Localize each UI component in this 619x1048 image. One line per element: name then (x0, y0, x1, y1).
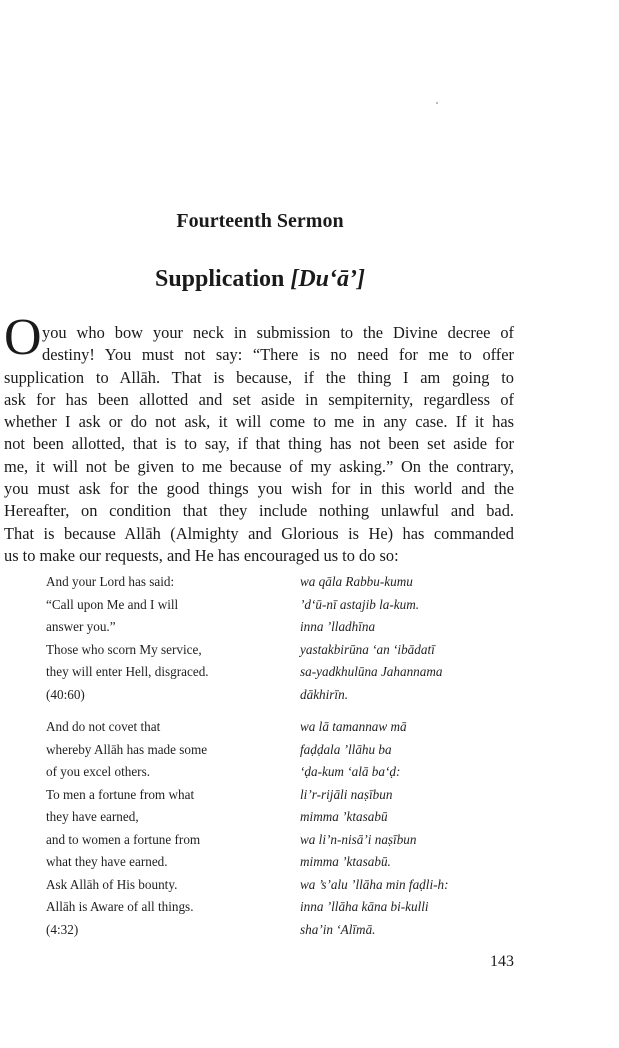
verse-line (46, 594, 526, 617)
verse-transliteration: wa ’s’alu ’llāha min faḍli-h: (300, 876, 449, 892)
scan-speck (436, 102, 438, 104)
paragraph-line: destiny! You must not say: “There is no need for me to offer (42, 345, 514, 365)
paragraph-line: ask for has been allotted and set aside in sempiternity, regardless of (4, 389, 514, 409)
verse-line (46, 829, 526, 852)
verse-line (46, 716, 526, 739)
paragraph-line: us to make our requests, and He has encouraged us to do so: (4, 545, 399, 565)
verse-english: (4:32) (46, 921, 79, 937)
verse-transliteration: dākhirīn. (300, 686, 348, 702)
verse-line (46, 684, 526, 707)
verse-english: And your Lord has said: (46, 574, 175, 590)
verse-transliteration: wa qāla Rabbu-kumu (300, 574, 413, 590)
verse-english: Ask Allāh of His bounty. (46, 876, 178, 892)
verse-english: To men a fortune from what (46, 786, 195, 802)
verse-transliteration: sha’in ‘Alīmā. (300, 921, 376, 937)
verse-line (46, 919, 526, 942)
verse-transliteration: ’d‘ū-nī astajib la-kum. (300, 596, 420, 612)
verse-english: of you excel others. (46, 764, 150, 780)
verse-transliteration: wa lā tamannaw mā (300, 719, 407, 735)
paragraph-line: supplication to Allāh. That is because, if the thing I am going to (4, 367, 514, 387)
paragraph-line: me, it will not be given to me because of my asking.” On the contrary, (4, 456, 514, 476)
verse-english: Allāh is Aware of all things. (46, 899, 194, 915)
verse-english: (40:60) (46, 686, 85, 702)
verse-transliteration: mimma ’ktasabū. (300, 854, 391, 870)
section-title-transliteration: [Du‘ā’] (290, 266, 366, 292)
verse-english: And do not covet that (46, 719, 161, 735)
verse-line (46, 851, 526, 874)
verse-transliteration: yastakbirūna ‘an ‘ibādatī (300, 641, 435, 657)
paragraph-line: That is because Allāh (Almighty and Glorious is He) has commanded (4, 523, 514, 543)
verse-english: whereby Allāh has made some (46, 741, 208, 757)
verse-english: they have earned, (46, 809, 139, 825)
verse-line (46, 896, 526, 919)
section-title-main: Supplication (154, 266, 291, 292)
verse-block-4-32 (46, 716, 526, 941)
paragraph-line: whether I ask or do not ask, it will come to me in any case. If it has (4, 412, 514, 432)
verse-english: “Call upon Me and I will (46, 596, 179, 612)
verse-line (46, 806, 526, 829)
verse-line (46, 761, 526, 784)
verse-line (46, 874, 526, 897)
verse-transliteration: sa-yadkhulūna Jahannama (300, 664, 443, 680)
verse-transliteration: li’r-rijāli naṣībun (300, 786, 393, 802)
verse-english: and to women a fortune from (46, 831, 201, 847)
verse-transliteration: faḍḍala ’llāhu ba (300, 741, 392, 757)
verse-block-40-60 (46, 571, 526, 706)
verse-english: what they have earned. (46, 854, 168, 870)
verse-transliteration: mimma ’ktasabū (300, 809, 388, 825)
verse-english: answer you.” (46, 619, 116, 635)
verse-transliteration: wa li’n-nisā’i naṣībun (300, 831, 417, 847)
verse-line (46, 616, 526, 639)
verse-line (46, 639, 526, 662)
paragraph-line: Hereafter, on condition that they include nothing unlawful and bad. (4, 501, 514, 521)
verse-english: Those who scorn My service, (46, 641, 202, 657)
verse-line (46, 661, 526, 684)
drop-cap: O (4, 309, 42, 366)
paragraph-line: you who bow your neck in submission to the Divine decree of (42, 323, 514, 342)
sermon-title: Fourteenth Sermon (176, 210, 344, 232)
verse-transliteration: ‘ḍa-kum ‘alā ba‘ḍ: (300, 764, 401, 780)
verse-transliteration: inna ’lladhīna (300, 619, 376, 635)
paragraph-line: not been allotted, that is to say, if that thing has not been set aside for (4, 434, 514, 454)
body-paragraph (4, 322, 514, 567)
page-number: 143 (490, 953, 514, 970)
verse-line (46, 739, 526, 762)
verse-transliteration: inna ’llāha kāna bi-kulli (300, 899, 429, 915)
paragraph-line: you must ask for the good things you wish for in this world and the (4, 479, 514, 499)
section-title (0, 266, 520, 293)
verse-line (46, 571, 526, 594)
verse-english: they will enter Hell, disgraced. (46, 664, 209, 680)
verse-line (46, 784, 526, 807)
